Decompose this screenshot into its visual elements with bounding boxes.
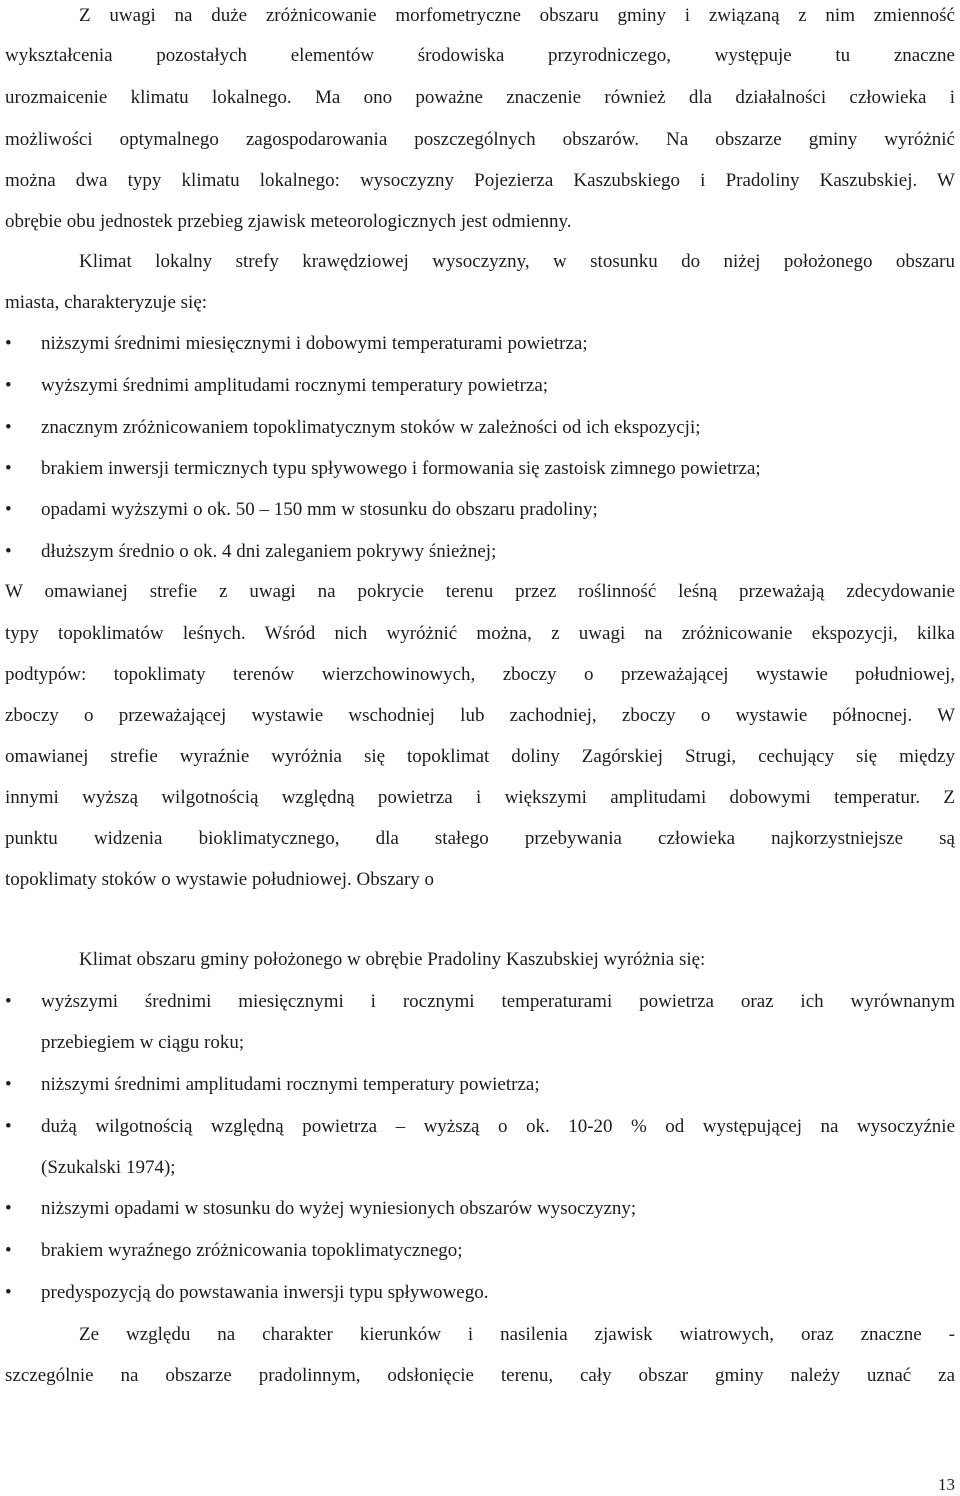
- paragraph-line: omawianej strefie wyraźnie wyróżnia się topoklimat doliny Zagórskiej Strugi, cechujący się między: [5, 746, 955, 767]
- list-item-text: niższymi średnimi amplitudami rocznymi temperatury powietrza;: [41, 1074, 540, 1095]
- list-item-text: brakiem inwersji termicznych typu spływowego i formowania się zastoisk zimnego powietrza;: [41, 458, 761, 479]
- paragraph-line: Ze względu na charakter kierunków i nasilenia zjawisk wiatrowych, oraz znaczne -: [79, 1324, 955, 1345]
- bullet-icon: •: [5, 499, 12, 520]
- list-item-text: niższymi opadami w stosunku do wyżej wyniesionych obszarów wysoczyzny;: [41, 1198, 637, 1219]
- bullet-icon: •: [5, 375, 12, 396]
- bullet-icon: •: [5, 1240, 12, 1261]
- list-item-text: wyższymi średnimi miesięcznymi i rocznymi temperaturami powietrza oraz ich wyrównanym: [41, 991, 955, 1012]
- list-item-text: niższymi średnimi miesięcznymi i dobowymi temperaturami powietrza;: [41, 333, 588, 354]
- list-item-text: predyspozycją do powstawania inwersji typu spływowego.: [41, 1282, 489, 1303]
- bullet-icon: •: [5, 417, 12, 438]
- list-item-text: wyższymi średnimi amplitudami rocznymi temperatury powietrza;: [41, 375, 549, 396]
- list-item-text: (Szukalski 1974);: [41, 1157, 176, 1178]
- paragraph-line: Z uwagi na duże zróżnicowanie morfometryczne obszaru gminy i związaną z nim zmienność: [79, 5, 955, 26]
- paragraph-line: szczególnie na obszarze pradolinnym, odsłonięcie terenu, cały obszar gminy należy uznać za: [5, 1365, 955, 1386]
- paragraph-line: punktu widzenia bioklimatycznego, dla stałego przebywania człowieka najkorzystniejsze są: [5, 828, 955, 849]
- paragraph-line: W omawianej strefie z uwagi na pokrycie terenu przez roślinność leśną przeważają zdecydowanie: [5, 581, 955, 602]
- paragraph-line: innymi wyższą wilgotnością względną powietrza i większymi amplitudami dobowymi temperatur. Z: [5, 787, 955, 808]
- list-item-text: przebiegiem w ciągu roku;: [41, 1032, 245, 1053]
- bullet-icon: •: [5, 1282, 12, 1303]
- paragraph-line: topoklimaty stoków o wystawie południowej. Obszary o: [5, 869, 435, 890]
- bullet-icon: •: [5, 333, 12, 354]
- list-item-text: dłuższym średnio o ok. 4 dni zaleganiem pokrywy śnieżnej;: [41, 541, 497, 562]
- page-number: 13: [938, 1475, 955, 1494]
- paragraph-line: zboczy o przeważającej wystawie wschodniej lub zachodniej, zboczy o wystawie północnej. W: [5, 705, 955, 726]
- paragraph-line: podtypów: topoklimaty terenów wierzchowinowych, zboczy o przeważającej wystawie południowej,: [5, 664, 955, 685]
- paragraph-line: Klimat lokalny strefy krawędziowej wysoczyzny, w stosunku do niżej położonego obszaru: [79, 251, 955, 272]
- bullet-icon: •: [5, 1198, 12, 1219]
- paragraph-line: można dwa typy klimatu lokalnego: wysoczyzny Pojezierza Kaszubskiego i Pradoliny Kaszubskiej. W: [5, 170, 955, 191]
- paragraph-line: możliwości optymalnego zagospodarowania poszczególnych obszarów. Na obszarze gminy wyróżnić: [5, 129, 955, 150]
- list-item-text: brakiem wyraźnego zróżnicowania topoklimatycznego;: [41, 1240, 463, 1261]
- paragraph-line: miasta, charakteryzuje się:: [5, 292, 208, 313]
- paragraph-line: wykształcenia pozostałych elementów środowiska przyrodniczego, występuje tu znaczne: [5, 45, 955, 66]
- bullet-icon: •: [5, 458, 12, 479]
- bullet-icon: •: [5, 991, 12, 1012]
- paragraph-line: urozmaicenie klimatu lokalnego. Ma ono poważne znaczenie również dla działalności człowieka i: [5, 87, 955, 108]
- bullet-icon: •: [5, 541, 12, 562]
- paragraph-line: obrębie obu jednostek przebieg zjawisk meteorologicznych jest odmienny.: [5, 211, 572, 232]
- list-item-text: znacznym zróżnicowaniem topoklimatycznym stoków w zależności od ich ekspozycji;: [41, 417, 701, 438]
- paragraph-line: Klimat obszaru gminy położonego w obrębie Pradoliny Kaszubskiej wyróżnia się:: [79, 949, 706, 970]
- paragraph-line: typy topoklimatów leśnych. Wśród nich wyróżnić można, z uwagi na zróżnicowanie ekspozycji, kilka: [5, 623, 955, 644]
- bullet-icon: •: [5, 1116, 12, 1137]
- list-item-text: opadami wyższymi o ok. 50 – 150 mm w stosunku do obszaru pradoliny;: [41, 499, 598, 520]
- list-item-text: dużą wilgotnością względną powietrza – wyższą o ok. 10-20 % od występującej na wysoczyźnie: [41, 1116, 955, 1137]
- bullet-icon: •: [5, 1074, 12, 1095]
